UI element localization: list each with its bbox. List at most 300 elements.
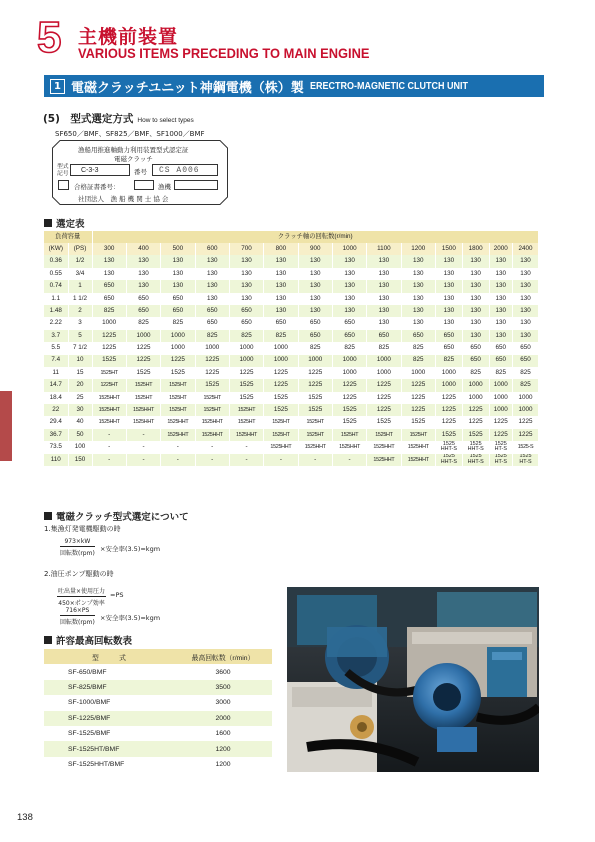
clutch-type-cell: 650 [435, 330, 462, 342]
section-title [43, 111, 194, 126]
clutch-type-cell: 130 [401, 268, 435, 280]
clutch-type-cell: 650 [489, 342, 512, 354]
clutch-type-cell: 1000 [126, 330, 160, 342]
clutch-type-cell: 130 [264, 268, 298, 280]
clutch-type-cell: 1225 [435, 392, 462, 404]
table-row [44, 454, 539, 466]
table-row [44, 757, 272, 772]
speed-header-cell: 1200 [401, 243, 435, 255]
clutch-type-cell: 1000 [298, 355, 332, 367]
kw-cell: 0.36 [44, 255, 68, 267]
max-speed-cell: 2000 [174, 711, 272, 726]
clutch-type-cell: 1525 [195, 379, 229, 391]
clutch-type-cell: 130 [367, 305, 401, 317]
max-speed-cell: 3000 [174, 695, 272, 710]
clutch-type-cell: 130 [298, 255, 332, 267]
clutch-type-cell: 130 [264, 293, 298, 305]
plate-type-box [70, 164, 130, 176]
clutch-type-cell: 650 [513, 342, 539, 354]
clutch-type-cell: 1525 HHT-S [435, 441, 462, 453]
clutch-type-cell: 1225 [462, 416, 489, 428]
clutch-type-cell: 130 [332, 255, 366, 267]
plate-type-label: 型式記号 [57, 164, 69, 177]
clutch-type-cell: 1000 [401, 367, 435, 379]
clutch-type-cell: 825 [332, 342, 366, 354]
table-row [44, 404, 539, 416]
ps-cell: 5 [68, 330, 92, 342]
clutch-type-cell: 1225 [92, 342, 126, 354]
selection-table-heading [44, 216, 85, 230]
clutch-type-cell: 1525 [229, 392, 263, 404]
speed-header-cell: 1500 [435, 243, 462, 255]
max-speed-cell: 1600 [174, 726, 272, 741]
clutch-type-cell: 130 [462, 280, 489, 292]
clutch-type-cell: 1525-S [513, 441, 539, 453]
fraction-numerator: 吐出量×使用圧力 [58, 588, 106, 595]
kw-cell: 0.74 [44, 280, 68, 292]
fraction-numerator: 973×kW [60, 538, 95, 547]
clutch-type-cell: 650 [126, 305, 160, 317]
table-row [44, 429, 539, 441]
clutch-type-cell: 130 [401, 293, 435, 305]
clutch-type-cell: 1525HHT [401, 441, 435, 453]
clutch-type-cell: 1525 [367, 416, 401, 428]
formula-heading [44, 509, 189, 523]
clutch-type-cell: 130 [367, 280, 401, 292]
clutch-type-cell: 1525 [264, 404, 298, 416]
clutch-type-cell: 1225 [489, 429, 512, 441]
clutch-type-cell: 1225 [367, 379, 401, 391]
speed-table-heading [44, 633, 132, 647]
clutch-type-cell: 1000 [229, 355, 263, 367]
clutch-type-cell: 1000 [161, 330, 195, 342]
kw-cell: 3.7 [44, 330, 68, 342]
table-row [44, 367, 539, 379]
clutch-type-cell: 130 [332, 305, 366, 317]
clutch-type-cell: 1000 [367, 355, 401, 367]
clutch-type-cell: 1225 [401, 404, 435, 416]
max-speed-table [44, 649, 272, 772]
clutch-type-cell: 650 [332, 330, 366, 342]
clutch-type-cell: 650 [161, 293, 195, 305]
clutch-type-cell: - [92, 454, 126, 466]
clutch-type-cell: 650 [462, 355, 489, 367]
speed-header-cell: 500 [161, 243, 195, 255]
clutch-type-cell: 130 [332, 293, 366, 305]
clutch-type-cell: 130 [195, 293, 229, 305]
kw-cell: 110 [44, 454, 68, 466]
clutch-type-cell: 1525HT [401, 429, 435, 441]
ps-cell: 1 1/2 [68, 293, 92, 305]
clutch-type-cell: - [92, 441, 126, 453]
clutch-type-cell: 130 [513, 293, 539, 305]
table-row [44, 379, 539, 391]
title-jp: 電磁クラッチユニット神鋼電機（株）製 [71, 80, 304, 96]
formula-case2a-rest: =PS [110, 591, 124, 599]
clutch-type-cell: 1525HHT [126, 404, 160, 416]
model-cell: SF-1225/BMF [44, 711, 174, 726]
clutch-type-cell: 1525HHT [92, 392, 126, 404]
clutch-type-cell: 1225 [367, 392, 401, 404]
clutch-type-cell: 1525HHT [298, 441, 332, 453]
ps-cell: 15 [68, 367, 92, 379]
clutch-type-cell: 1000 [92, 317, 126, 329]
table-row [44, 280, 539, 292]
clutch-type-cell: 1525HHT [367, 441, 401, 453]
clutch-type-cell: - [332, 454, 366, 466]
clutch-type-cell: 1000 [489, 392, 512, 404]
clutch-type-cell: - [229, 441, 263, 453]
clutch-type-cell: 1525HT [264, 429, 298, 441]
speed-header-cell: 400 [126, 243, 160, 255]
clutch-type-cell: 1000 [161, 342, 195, 354]
clutch-type-cell: 1225 [401, 379, 435, 391]
clutch-type-cell: 1525HT [367, 429, 401, 441]
applicable-models: SF650／BMF、SF825／BMF、SF1000／BMF [55, 130, 205, 138]
clutch-type-cell: 825 [264, 330, 298, 342]
clutch-type-cell: 1525 [161, 367, 195, 379]
clutch-type-cell: 825 [401, 355, 435, 367]
plate-small-box-1 [58, 180, 69, 190]
clutch-type-cell: 130 [161, 268, 195, 280]
clutch-type-cell: 1000 [513, 392, 539, 404]
clutch-type-cell: 825 [489, 367, 512, 379]
clutch-type-cell: - [195, 454, 229, 466]
clutch-type-cell: 1525HHT [161, 416, 195, 428]
clutch-type-cell: 1000 [435, 379, 462, 391]
ps-cell: 20 [68, 379, 92, 391]
clutch-type-cell: 650 [462, 342, 489, 354]
clutch-type-cell: 1525 [298, 392, 332, 404]
max-speed-cell: 1200 [174, 757, 272, 772]
model-cell: SF-1525HHT/BMF [44, 757, 174, 772]
ps-cell: 30 [68, 404, 92, 416]
ps-cell: 3 [68, 317, 92, 329]
clutch-type-cell: 1525HT [126, 379, 160, 391]
table-header-row [44, 243, 539, 255]
clutch-type-cell: 1525HT [195, 392, 229, 404]
plate-small-box-2 [134, 180, 154, 190]
clutch-type-cell: 825 [367, 342, 401, 354]
clutch-type-cell: 130 [195, 255, 229, 267]
clutch-type-cell: 130 [462, 255, 489, 267]
clutch-type-cell: 130 [229, 293, 263, 305]
clutch-type-cell: 1525HT [126, 392, 160, 404]
clutch-type-cell: 130 [298, 280, 332, 292]
clutch-type-cell: 130 [401, 255, 435, 267]
plate-type-value: C-3-3 [81, 167, 99, 174]
clutch-type-cell: 1225 [92, 330, 126, 342]
clutch-type-cell: 1000 [332, 367, 366, 379]
clutch-type-cell: 130 [513, 268, 539, 280]
clutch-type-cell: 130 [195, 280, 229, 292]
table-header-row [44, 649, 272, 664]
clutch-type-cell: 1525HT [332, 429, 366, 441]
kw-cell: 7.4 [44, 355, 68, 367]
table-row [44, 416, 539, 428]
kw-cell: 11 [44, 367, 68, 379]
clutch-type-cell: 1000 [489, 404, 512, 416]
clutch-type-cell: - [126, 429, 160, 441]
clutch-type-cell: 1525 [264, 392, 298, 404]
clutch-type-cell: 1225 [126, 342, 160, 354]
clutch-type-cell: 650 [298, 330, 332, 342]
table-row [44, 726, 272, 741]
clutch-type-cell: 130 [489, 330, 512, 342]
clutch-type-cell: 1525 [126, 367, 160, 379]
speed-header-cell: 300 [92, 243, 126, 255]
clutch-type-cell: 130 [298, 305, 332, 317]
clutch-unit-photo [287, 587, 539, 772]
table-row [44, 305, 539, 317]
max-speed-cell: 1200 [174, 741, 272, 756]
max-speed-cell: 3500 [174, 680, 272, 695]
formula-case1-title: 1.集漁灯発電機駆動の時 [44, 525, 121, 533]
unit-ps-header: (PS) [68, 243, 92, 255]
ps-cell: 2 [68, 305, 92, 317]
clutch-type-cell: 1225 [298, 379, 332, 391]
clutch-type-cell: 650 [126, 293, 160, 305]
clutch-type-cell: 1525 [332, 416, 366, 428]
table-header-row [44, 231, 539, 243]
clutch-type-cell: 130 [489, 317, 512, 329]
table-row [44, 680, 272, 695]
clutch-type-cell: 1525 [435, 429, 462, 441]
clutch-type-cell: 1000 [462, 379, 489, 391]
speed-header-cell: 900 [298, 243, 332, 255]
clutch-type-cell: 1525HHT [264, 441, 298, 453]
kw-cell: 36.7 [44, 429, 68, 441]
speed-header-cell: 700 [229, 243, 263, 255]
ps-cell: 25 [68, 392, 92, 404]
clutch-type-cell: 650 [332, 317, 366, 329]
plate-line2: 電磁クラッチ [114, 155, 153, 163]
formula-case2b-rest: ×安全率(3.5)=kgm [100, 614, 161, 622]
clutch-type-cell: 130 [435, 255, 462, 267]
kw-cell: 2.22 [44, 317, 68, 329]
section-title-en: How to select types [137, 117, 194, 124]
model-cell: SF-1525HT/BMF [44, 741, 174, 756]
clutch-type-cell: 650 [435, 342, 462, 354]
clutch-type-cell: 1000 [264, 342, 298, 354]
plate-vessel-label: 漁機 [158, 183, 171, 191]
clutch-type-cell: 825 [126, 317, 160, 329]
clutch-type-cell: 1000 [489, 379, 512, 391]
clutch-type-cell: 130 [367, 317, 401, 329]
clutch-type-cell: 130 [401, 305, 435, 317]
clutch-type-cell: 130 [462, 293, 489, 305]
table-row [44, 255, 539, 267]
speed-header-cell: 1800 [462, 243, 489, 255]
max-speed-header: 最高回転数（r/min） [174, 649, 272, 664]
model-cell: SF-825/BMF [44, 680, 174, 695]
title-en: ERECTRO-MAGNETIC CLUTCH UNIT [309, 80, 468, 92]
clutch-type-cell: 130 [298, 268, 332, 280]
clutch-type-cell: 1525HT [229, 416, 263, 428]
clutch-type-cell: 130 [489, 255, 512, 267]
speed-header-cell: 600 [195, 243, 229, 255]
clutch-type-cell: 130 [367, 255, 401, 267]
clutch-type-cell: 650 [489, 355, 512, 367]
clutch-type-cell: 1225 [489, 416, 512, 428]
chapter-number: 5 [37, 13, 62, 62]
ps-cell: 150 [68, 454, 92, 466]
clutch-type-cell: 130 [332, 268, 366, 280]
chapter-title-en: VARIOUS ITEMS PRECEDING TO MAIN ENGINE [78, 45, 370, 61]
clutch-type-cell: 1225 [195, 367, 229, 379]
clutch-type-cell: 130 [401, 280, 435, 292]
table-row [44, 317, 539, 329]
clutch-type-cell: 1000 [435, 367, 462, 379]
fraction-denominator: 450×ポンプ効率 [58, 600, 105, 607]
table-row [44, 441, 539, 453]
engine-room-image [287, 587, 539, 772]
clutch-type-cell: - [161, 454, 195, 466]
max-speed-cell: 3600 [174, 664, 272, 679]
plate-small-box-3 [174, 180, 218, 190]
table-row [44, 741, 272, 756]
table-row [44, 293, 539, 305]
clutch-type-cell: 130 [513, 280, 539, 292]
ps-cell: 40 [68, 416, 92, 428]
model-cell: SF-650/BMF [44, 664, 174, 679]
kw-cell: 73.5 [44, 441, 68, 453]
clutch-type-cell: 1525 [462, 429, 489, 441]
clutch-type-cell: 650 [298, 317, 332, 329]
clutch-type-cell: 1225HT [92, 379, 126, 391]
kw-cell: 1.1 [44, 293, 68, 305]
clutch-type-cell: 130 [161, 255, 195, 267]
clutch-type-cell: 130 [513, 317, 539, 329]
clutch-type-cell: 130 [435, 280, 462, 292]
plate-number-value: CS A006 [159, 166, 200, 175]
clutch-type-cell: 1225 [126, 355, 160, 367]
clutch-type-cell: 130 [435, 293, 462, 305]
clutch-type-cell: 130 [92, 255, 126, 267]
clutch-type-cell: 130 [513, 305, 539, 317]
plate-cert-label: 合格証書番号： [74, 183, 120, 191]
clutch-type-cell: 1525 HT-S [489, 454, 512, 466]
kw-cell: 1.48 [44, 305, 68, 317]
kw-cell: 14.7 [44, 379, 68, 391]
clutch-type-cell: - [92, 429, 126, 441]
clutch-type-cell: 1225 [401, 392, 435, 404]
formula-heading-text: 電磁クラッチ型式選定について [56, 512, 189, 523]
clutch-type-cell: 130 [435, 305, 462, 317]
table-row [44, 355, 539, 367]
clutch-type-cell: 1225 [298, 367, 332, 379]
clutch-type-cell: 1525HT [298, 416, 332, 428]
clutch-type-cell: 1225 [435, 416, 462, 428]
formula-case2a-fraction [57, 586, 106, 607]
speed-header-cell: 1000 [332, 243, 366, 255]
clutch-type-cell: 1225 [513, 429, 539, 441]
speed-header-cell: 800 [264, 243, 298, 255]
clutch-type-cell: 825 [161, 317, 195, 329]
clutch-type-cell: 1525HHT [126, 416, 160, 428]
unit-kw-header: (KW) [44, 243, 68, 255]
clutch-type-cell: 1525HT [161, 404, 195, 416]
clutch-type-cell: - [161, 441, 195, 453]
product-title-bar [44, 75, 544, 97]
clutch-type-cell: 1525HHT [367, 454, 401, 466]
table-row [44, 330, 539, 342]
clutch-type-cell: 825 [195, 330, 229, 342]
clutch-type-cell: 1000 [195, 342, 229, 354]
clutch-type-cell: 650 [92, 293, 126, 305]
clutch-type-cell: 650 [161, 305, 195, 317]
clutch-type-cell: 1525 HHT-S [462, 454, 489, 466]
clutch-type-cell: 1525 HHT-S [435, 454, 462, 466]
clutch-type-cell: 1525HHT [195, 429, 229, 441]
clutch-type-cell: 130 [489, 293, 512, 305]
fraction-numerator: 716×PS [60, 607, 95, 616]
plate-line1: 漁船用推進軸動力利用装置型式認定証 [78, 146, 189, 154]
ps-cell: 50 [68, 429, 92, 441]
clutch-type-cell: 825 [513, 379, 539, 391]
clutch-type-cell: 130 [264, 255, 298, 267]
clutch-type-cell: 1525HT [229, 404, 263, 416]
clutch-type-cell: 650 [92, 280, 126, 292]
clutch-type-cell: 1525HHT [161, 429, 195, 441]
clutch-type-cell: 650 [367, 330, 401, 342]
clutch-type-cell: - [229, 454, 263, 466]
clutch-type-cell: 1225 [264, 379, 298, 391]
formula-case1-fraction [60, 538, 95, 557]
clutch-type-cell: 130 [462, 305, 489, 317]
clutch-type-cell: 1225 [332, 392, 366, 404]
ps-cell: 1/2 [68, 255, 92, 267]
clutch-type-cell: 1525 [92, 355, 126, 367]
clutch-type-cell: 1000 [264, 355, 298, 367]
clutch-type-cell: 1225 [264, 367, 298, 379]
clutch-type-cell: 130 [489, 268, 512, 280]
clutch-type-cell: 1525HT [161, 379, 195, 391]
clutch-type-cell: 825 [462, 367, 489, 379]
clutch-type-cell: 130 [367, 268, 401, 280]
clutch-type-cell: - [195, 441, 229, 453]
fraction-denominator: 回転数(rpm) [60, 619, 95, 626]
ps-cell: 3/4 [68, 268, 92, 280]
clutch-type-cell: 825 [435, 355, 462, 367]
kw-cell: 29.4 [44, 416, 68, 428]
ps-cell: 10 [68, 355, 92, 367]
formula-case2b-fraction [60, 607, 95, 626]
model-cell: SF-1525/BMF [44, 726, 174, 741]
clutch-type-cell: 1525HT [298, 429, 332, 441]
certification-plate [52, 140, 228, 205]
clutch-type-cell: 130 [229, 280, 263, 292]
clutch-type-cell: 825 [513, 367, 539, 379]
clutch-type-cell: 130 [126, 280, 160, 292]
clutch-type-cell: 130 [126, 268, 160, 280]
clutch-type-cell: 130 [229, 255, 263, 267]
chapter-side-tab [0, 391, 12, 461]
plate-org: 社団法人 漁 船 機 関 士 協 会 [78, 195, 169, 203]
table-row [44, 664, 272, 679]
square-bullet-icon [44, 636, 52, 644]
clutch-type-cell: 130 [195, 268, 229, 280]
section-title-jp: (5) 型式選定方式 [43, 113, 134, 125]
kw-cell: 5.5 [44, 342, 68, 354]
chapter-title-jp: 主機前装置 [78, 26, 179, 48]
kw-cell: 0.55 [44, 268, 68, 280]
clutch-type-cell: 130 [92, 268, 126, 280]
clutch-type-cell: 130 [513, 330, 539, 342]
clutch-type-cell: 130 [126, 255, 160, 267]
formula-case1-rest: ×安全率(3.5)=kgm [100, 545, 161, 553]
clutch-type-cell: 1000 [332, 355, 366, 367]
